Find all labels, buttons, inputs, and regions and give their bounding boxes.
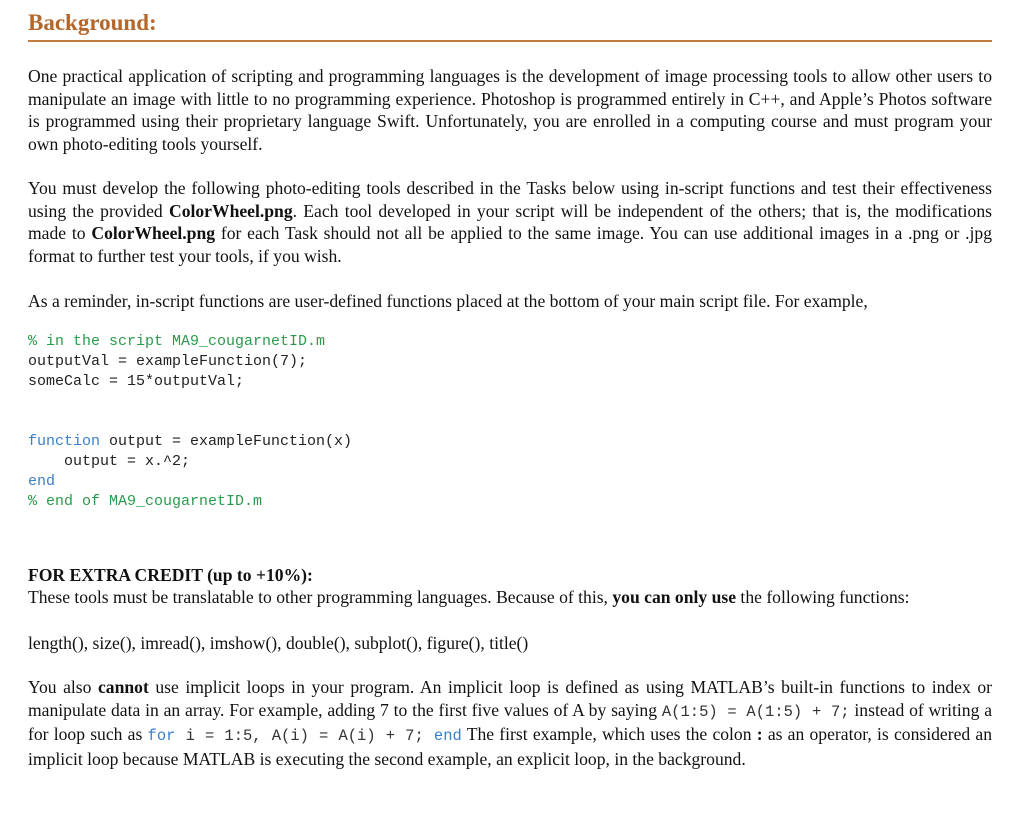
code-line: output = exampleFunction(x) (100, 433, 353, 450)
para6-text-2: use implicit loops in your program. An implicit loop is defined as using MATLAB’s built-in functions to index or manipulate data in an array. For example, adding 7 to the first five values of A by saying (28, 677, 992, 720)
paragraph-translatable (28, 586, 992, 609)
code-keyword-function: function (28, 433, 101, 450)
para6-text-1: You also (28, 677, 98, 697)
code-comment-line: % in the script MA9_cougarnetID.m (28, 333, 326, 350)
inline-code-implicit: A(1:5) = A(1:5) + 7; (661, 702, 850, 721)
para4-text-1: These tools must be translatable to other programming languages. Because of this, (28, 587, 613, 607)
paragraph-allowed-functions: length(), size(), imread(), imshow(), double(), subplot(), figure(), title() (28, 633, 529, 653)
inline-code-keyword-for: for (147, 727, 176, 745)
para2-text-3: for each Task should not all be applied to the same image. You can use additional images in a .png or .jpg format to further test your tools, if you wish. (28, 223, 993, 266)
para6-text-4: The first example, which uses the colon (461, 724, 757, 744)
para2-text-1: You must develop the following photo-editing tools described in the Tasks below using in-script functions and test their effectiveness using the provided (28, 178, 992, 221)
paragraph-implicit-loops (28, 676, 992, 770)
code-line: output = x.^2; (28, 453, 191, 470)
code-example-function (28, 432, 352, 512)
para6-bold-cannot: cannot (97, 677, 149, 697)
extra-credit-heading: FOR EXTRA CREDIT (up to +10%): (28, 565, 313, 585)
para6-text-3: instead of writing a for loop such as (28, 699, 993, 744)
inline-code-loop-body: i = 1:5, A(i) = A(i) + 7; (175, 727, 434, 745)
para2-text-2: . Each tool developed in your script will be independent of the others; that is, the modifications made to (28, 200, 992, 243)
document-page (28, 8, 993, 769)
paragraph-task-description (28, 177, 992, 267)
section-heading: Background: (28, 8, 992, 42)
code-example-script (28, 332, 325, 392)
filename-colorwheel: ColorWheel.png (168, 200, 293, 221)
para4-text-2: the following functions: (736, 587, 910, 607)
para6-text-5: as an operator, is considered an implicit loop because MATLAB is executing the second example, an explicit loop, in the background. (28, 724, 992, 769)
code-line: outputVal = exampleFunction(7); (28, 353, 308, 370)
code-comment-line: % end of MA9_cougarnetID.m (28, 493, 263, 510)
colon-operator: : (756, 724, 763, 744)
paragraph-reminder: As a reminder, in-script functions are user-defined functions placed at the bottom of your main script file. For example, (28, 291, 868, 311)
inline-code-keyword-end: end (433, 727, 462, 745)
code-line: someCalc = 15*outputVal; (28, 373, 245, 390)
filename-colorwheel-2: ColorWheel.png (91, 223, 216, 243)
code-keyword-end: end (28, 473, 56, 490)
para4-bold: you can only use (612, 587, 737, 607)
paragraph-intro: One practical application of scripting and programming languages is the development of image processing tools to allow other users to manipulate an image with little to no programming experience. Photoshop is programmed entirely in C++, and Apple’s Photos software is programmed using their proprietary language Swift. Unfortunately, you are enrolled in a computing course and must program your own photo-editing tools yourself. (28, 66, 992, 154)
